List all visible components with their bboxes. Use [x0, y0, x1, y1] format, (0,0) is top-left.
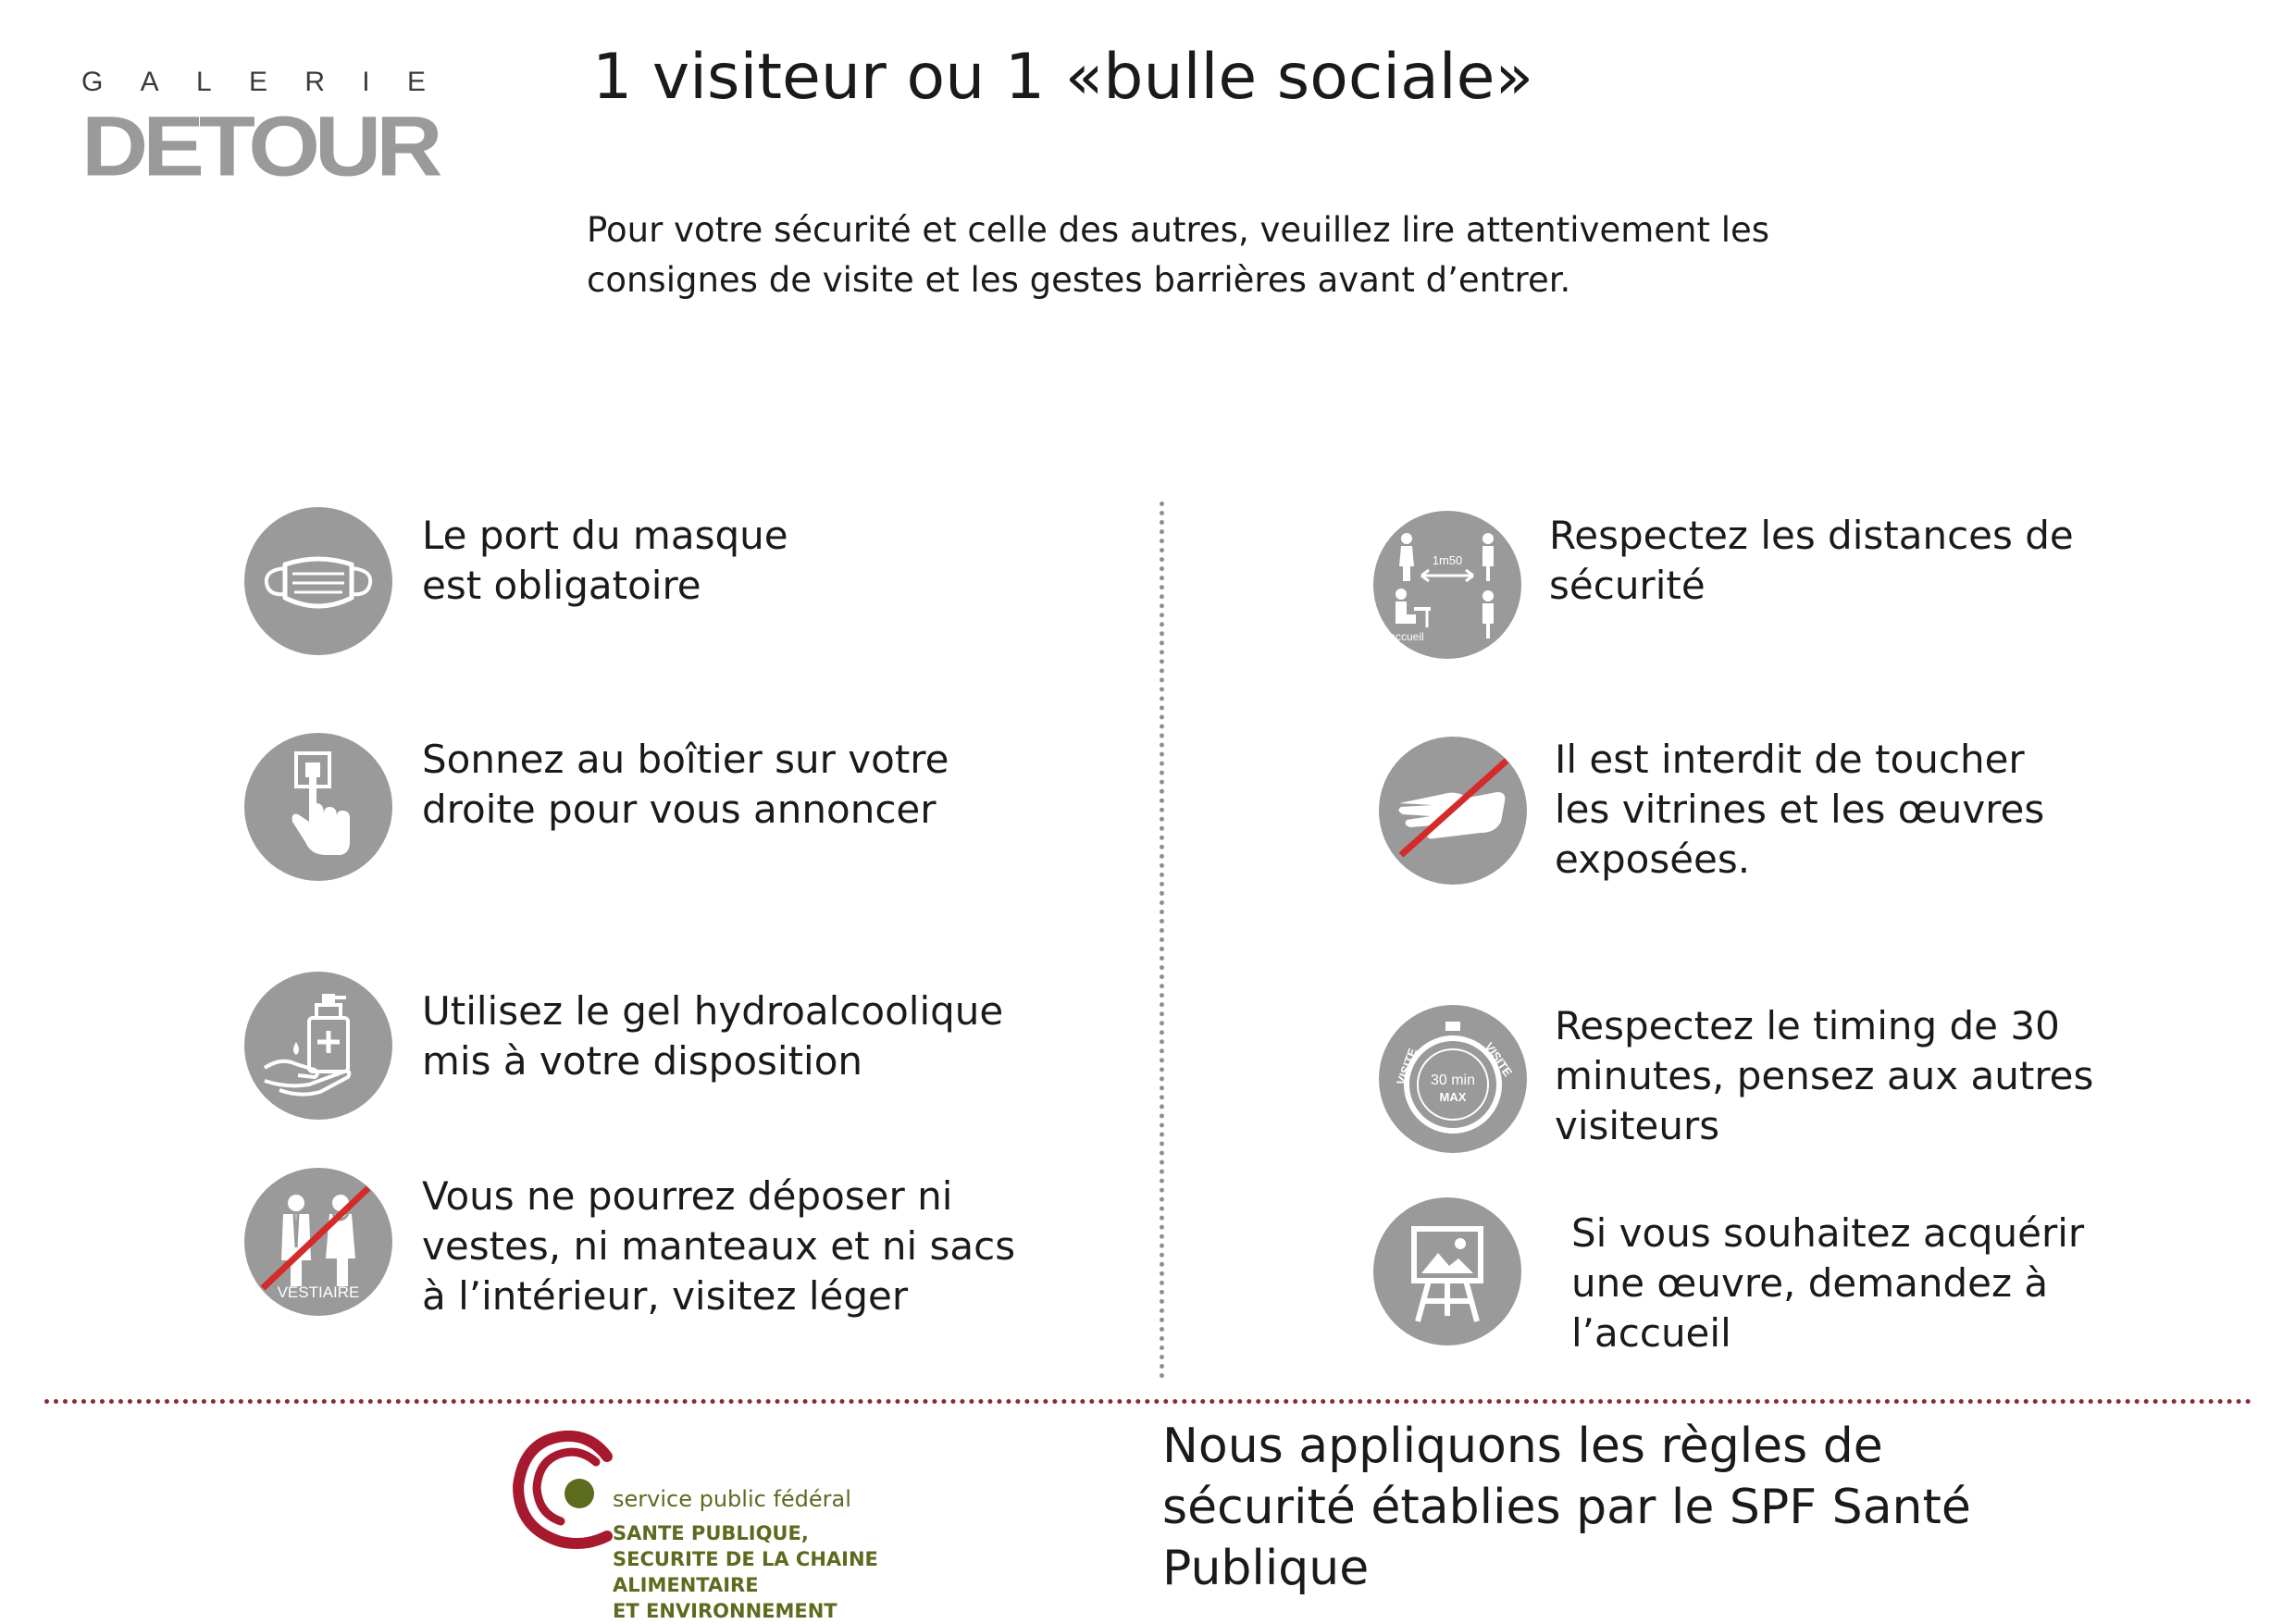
hand-sanitizer-icon [244, 972, 392, 1120]
timer-icon [1379, 1005, 1527, 1153]
svg-text:VISITE: VISITE [1393, 1046, 1420, 1087]
page-title: 1 visiteur ou 1 «bulle sociale» [592, 41, 1534, 114]
svg-text:VISITE: VISITE [1482, 1039, 1516, 1080]
svg-text:accueil: accueil [1389, 630, 1424, 643]
rule-sanitizer-text: Utilisez le gel hydroalcoolique mis à votre disposition [422, 988, 1004, 1084]
logo-detour: DETOUR [81, 98, 438, 194]
rule-cloakroom-text: Vous ne pourrez déposer ni vestes, ni manteaux et ni sacs à l’intérieur, visitez léger [422, 1173, 1016, 1319]
artwork-easel-icon [1373, 1197, 1521, 1345]
rule-touch-text: Il est interdit de toucher les vitrines et les œuvres exposées. [1555, 737, 2045, 882]
doorbell-icon [244, 733, 392, 881]
svg-text:VESTIAIRE: VESTIAIRE [277, 1283, 360, 1301]
no-cloakroom-icon [244, 1168, 392, 1316]
footer-statement: Nous appliquons les règles de sécurité établies par le SPF Santé Publique [1162, 1419, 1971, 1596]
rule-mask-text: Le port du masque est obligatoire [422, 513, 788, 608]
svg-text:30 min: 30 min [1430, 1072, 1476, 1088]
mask-icon [244, 507, 392, 655]
rule-doorbell-text: Sonnez au boîtier sur votre droite pour vous annoncer [422, 737, 949, 832]
rule-acquire-text: Si vous souhaitez acquérir une œuvre, demandez à l’accueil [1571, 1210, 2085, 1356]
spf-department-name: SANTE PUBLIQUE, SECURITE DE LA CHAINE ALIMENTAIRE ET ENVIRONNEMENT [613, 1522, 878, 1622]
no-touch-icon [1379, 737, 1527, 885]
svg-text:1m50: 1m50 [1432, 553, 1463, 567]
svg-text:MAX: MAX [1439, 1090, 1467, 1104]
footer-divider [44, 1399, 2252, 1404]
intro-text: Pour votre sécurité et celle des autres, veuillez lire attentivement les consignes de visite et les gestes barrières avant d’entrer. [587, 210, 1770, 300]
social-distance-icon [1373, 511, 1521, 659]
logo-galerie: G A L E R I E [81, 67, 426, 97]
column-divider [1160, 502, 1164, 1379]
rule-distance-text: Respectez les distances de sécurité [1549, 513, 2074, 608]
rule-timing-text: Respectez le timing de 30 minutes, pensez aux autres visiteurs [1555, 1003, 2094, 1148]
spf-logo [507, 1425, 627, 1555]
spf-service-label: service public fédéral [613, 1486, 851, 1512]
